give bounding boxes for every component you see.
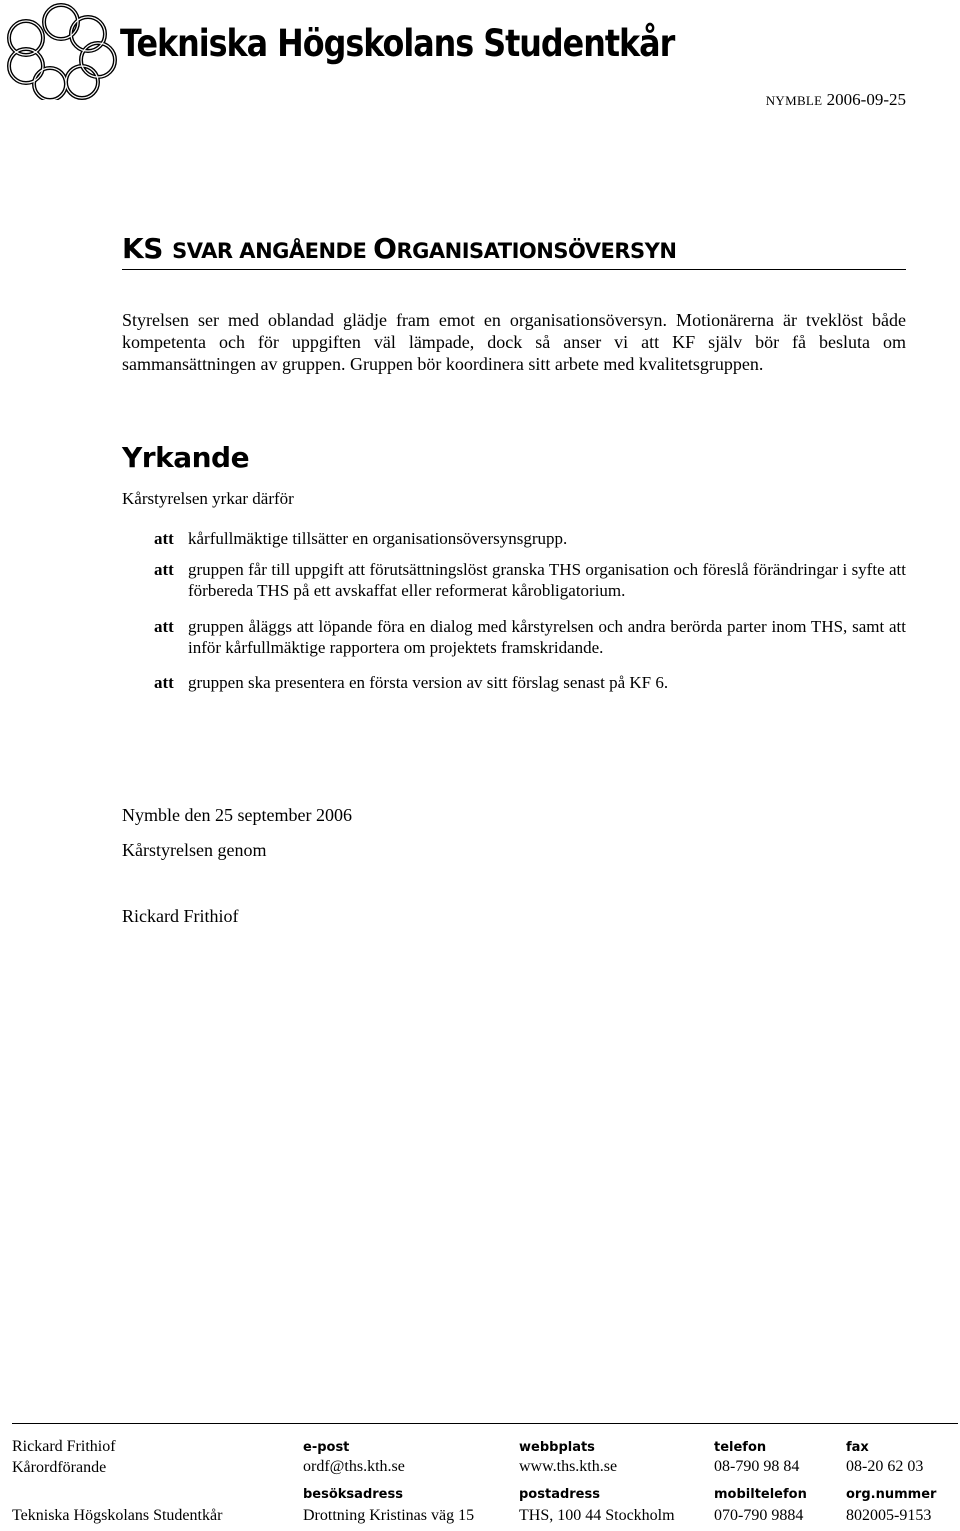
motion-keyword: att — [154, 529, 174, 548]
motion-text: gruppen ska presentera en första version av sitt förslag senast på KF 6. — [188, 673, 669, 692]
motion-text: gruppen får till uppgift att förutsättningslöst granska THS organisation och föreslå förändringar i syfte att förbereda THS på ett avskaffat eller reformerat kårobligatorium. — [188, 560, 906, 600]
signature-name: Rickard Frithiof — [122, 906, 239, 926]
title-part-organisation: RGANISATIONSÖVERSYN — [396, 239, 677, 263]
footer-mobile: 070-790 9884 — [714, 1507, 804, 1524]
signature-date: Nymble den 25 september 2006 — [122, 805, 352, 825]
footer-post: THS, 100 44 Stockholm — [519, 1507, 675, 1524]
section-heading: Yrkande — [122, 441, 250, 474]
header-location-date — [766, 90, 906, 110]
intro-paragraph: Styrelsen ser med oblandad glädje fram emot en organisationsöversyn. Motionärerna är tveklöst både kompetenta och för uppgiften väl lämpade, dock så anser vi att KF själv bör få besluta om sammansättningen av gruppen. Gruppen bör koordinera sitt arbete med kvalitetsgruppen. — [122, 310, 906, 374]
motion-item — [154, 616, 906, 658]
title-part-o: O — [373, 232, 397, 265]
footer-visit-label: besöksadress — [303, 1487, 403, 1502]
org-name-logotype: Tekniska Högskolans Studentkår — [120, 22, 675, 65]
motion-text: gruppen åläggs att löpande föra en dialog med kårstyrelsen och andra berörda parter inom THS, samt att inför kårfullmäktige rapportera om projektets framskridande. — [188, 617, 906, 657]
footer-post-label: postadress — [519, 1487, 600, 1502]
footer-phone: 08-790 98 84 — [714, 1458, 800, 1475]
footer-email-label: e-post — [303, 1440, 350, 1455]
footer-role: Kårordförande — [12, 1459, 107, 1476]
footer-name: Rickard Frithiof — [12, 1438, 116, 1455]
title-underline — [122, 269, 906, 270]
motion-keyword: att — [154, 560, 174, 579]
title-part-ks: KS — [122, 232, 173, 265]
footer-phone-label: telefon — [714, 1440, 767, 1455]
footer-visit: Drottning Kristinas väg 15 — [303, 1507, 475, 1524]
ths-logo-rings — [4, 2, 118, 100]
footer-web[interactable]: www.ths.kth.se — [519, 1458, 618, 1475]
header-date: 2006-09-25 — [822, 90, 906, 109]
header-location: NYMBLE — [765, 93, 823, 108]
signature-by-line: Kårstyrelsen genom — [122, 840, 267, 860]
footer-orgnr: 802005-9153 — [846, 1507, 932, 1524]
motion-keyword: att — [154, 673, 174, 692]
footer-org: Tekniska Högskolans Studentkår — [12, 1507, 223, 1524]
title-part-svar: SVAR ANGÅENDE — [172, 239, 374, 263]
motion-lead: Kårstyrelsen yrkar därför — [122, 489, 294, 508]
motion-item — [154, 672, 906, 693]
motion-text: kårfullmäktige tillsätter en organisationsöversynsgrupp. — [188, 529, 568, 548]
footer-web-label: webbplats — [519, 1440, 595, 1455]
footer-email[interactable]: ordf@ths.kth.se — [303, 1458, 405, 1475]
motion-keyword: att — [154, 617, 174, 636]
motion-item — [154, 559, 906, 601]
document-title — [122, 232, 676, 265]
footer-fax: 08-20 62 03 — [846, 1458, 924, 1475]
footer-mobile-label: mobiltelefon — [714, 1487, 807, 1502]
footer-fax-label: fax — [846, 1440, 869, 1455]
footer-orgnr-label: org.nummer — [846, 1487, 937, 1502]
footer-divider — [12, 1423, 958, 1424]
motion-item — [154, 528, 906, 549]
